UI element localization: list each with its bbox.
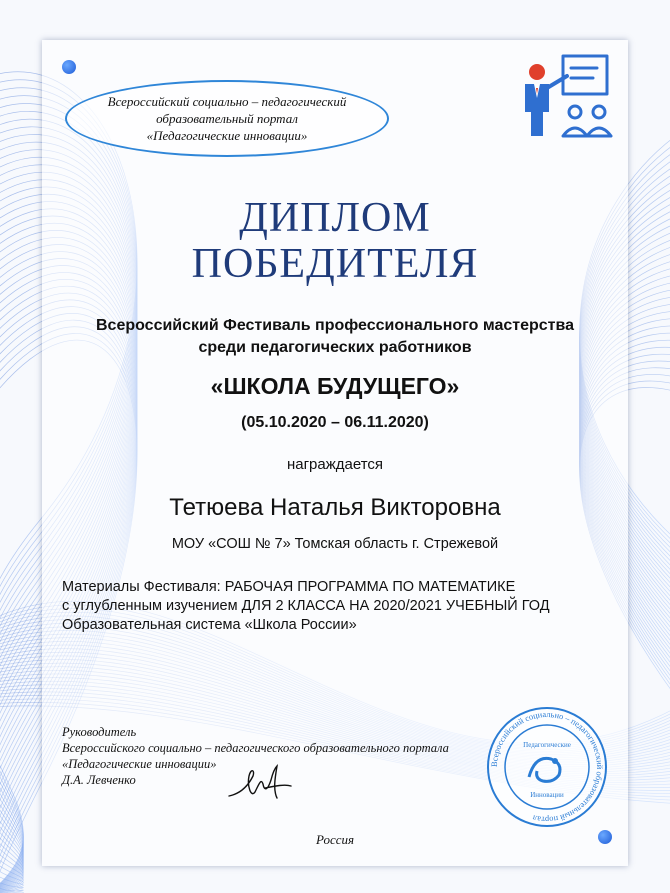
stamp-ring-text: Всероссийский социально – педагогический образовательный портал (489, 709, 605, 825)
leader-role: Руководитель (62, 725, 137, 739)
country-label: Россия (315, 832, 355, 847)
portal-line-1: Всероссийский социально – педагогический (107, 94, 347, 109)
portal-line-3: «Педагогические инновации» (146, 128, 308, 143)
festival-dates: (05.10.2020 – 06.11.2020) (241, 414, 429, 431)
stamp-bottom-text: Инновации (530, 791, 564, 799)
festival-title-line-1: Всероссийский Фестиваль профессионального мастерства (95, 317, 574, 334)
diploma-title-line-1: ДИПЛОМ (239, 195, 431, 241)
official-stamp (485, 705, 609, 829)
materials-line-2: с углубленным изучением ДЛЯ 2 КЛАССА НА 2020/2021 УЧЕБНЫЙ ГОД (62, 598, 550, 614)
recipient-name: Тетюева Наталья Викторовна (169, 494, 501, 521)
materials-line-1: Материалы Фестиваля: РАБОЧАЯ ПРОГРАММА ПО МАТЕМАТИКЕ (62, 579, 516, 595)
leader-org-line-1: Всероссийского социально – педагогического образовательного портала (62, 741, 449, 755)
portal-line-2: образовательный портал (156, 111, 298, 126)
materials-line-3: Образовательная система «Школа России» (62, 617, 357, 633)
teacher-presentation-icon (513, 50, 613, 142)
awarded-label: награждается (286, 456, 384, 473)
festival-materials (62, 578, 622, 635)
corner-dot-top-left (62, 60, 76, 74)
recipient-organization: МОУ «СОШ № 7» Томская область г. Стрежевой (171, 536, 499, 552)
portal-name-oval (65, 80, 389, 157)
signature (225, 758, 295, 808)
leader-org-line-2: «Педагогические инновации» (62, 757, 217, 771)
stamp-top-text: Педагогические (523, 741, 571, 749)
leader-name: Д.А. Левченко (62, 773, 136, 787)
festival-name: «ШКОЛА БУДУЩЕГО» (210, 373, 460, 399)
diploma-title-line-2: ПОБЕДИТЕЛЯ (191, 241, 479, 287)
festival-title-line-2: среди педагогических работников (198, 339, 472, 356)
